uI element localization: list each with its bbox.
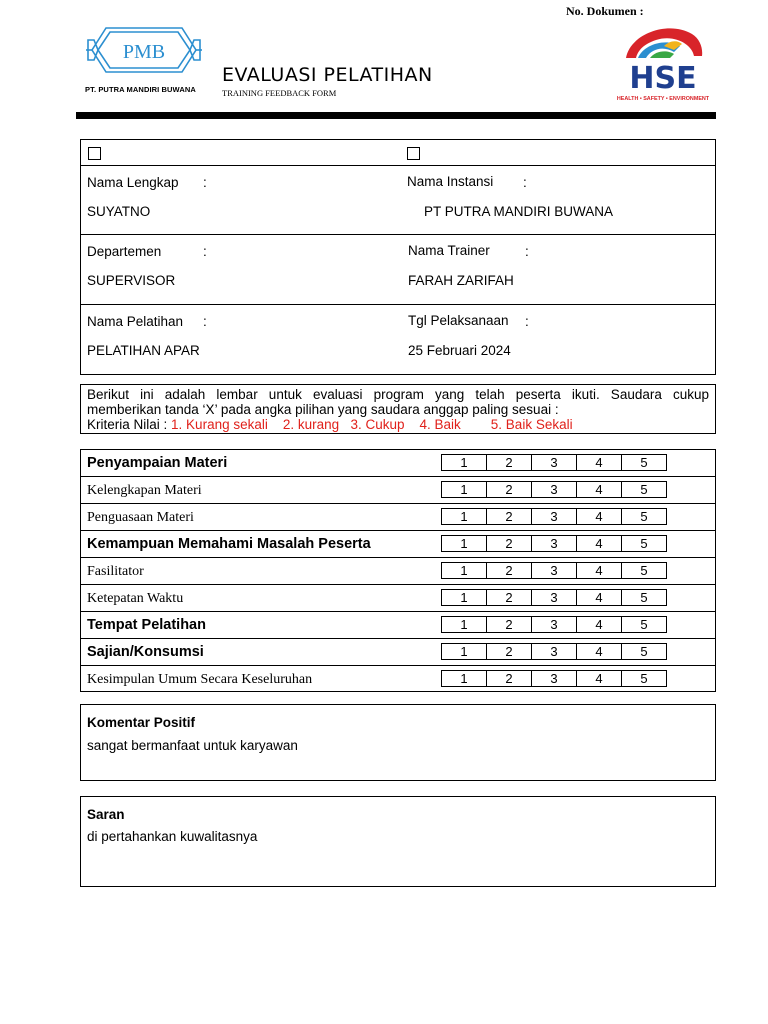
- score-4-option[interactable]: 4: [576, 454, 622, 471]
- score-5-option[interactable]: 5: [621, 562, 667, 579]
- criteria-4: 4. Baik: [419, 417, 461, 432]
- score-2-option[interactable]: 2: [486, 616, 532, 633]
- score-1-option[interactable]: 1: [441, 535, 487, 552]
- nama-pelatihan-label: Nama Pelatihan: [87, 314, 184, 329]
- rating-item-label: Tempat Pelatihan: [87, 617, 206, 633]
- instructions-box: [80, 384, 716, 434]
- tgl-pelaksanaan-value: 25 Februari 2024: [408, 343, 511, 358]
- score-2-option[interactable]: 2: [486, 589, 532, 606]
- departemen-value: SUPERVISOR: [87, 273, 176, 288]
- rating-scale: [441, 481, 667, 498]
- positive-comment-text[interactable]: sangat bermanfaat untuk karyawan: [87, 738, 298, 753]
- criteria-2: 2. kurang: [282, 417, 340, 432]
- rating-row: [81, 666, 715, 693]
- nama-lengkap-label: Nama Lengkap: [87, 175, 179, 190]
- score-5-option[interactable]: 5: [621, 670, 667, 687]
- criteria-label: Kriteria Nilai :: [87, 417, 168, 432]
- score-5-option[interactable]: 5: [621, 589, 667, 606]
- rating-scale: [441, 643, 667, 660]
- nama-pelatihan-value: PELATIHAN APAR: [87, 343, 200, 358]
- criteria-3: 3. Cukup: [350, 417, 405, 432]
- score-2-option[interactable]: 2: [486, 481, 532, 498]
- rating-scale: [441, 616, 667, 633]
- score-1-option[interactable]: 1: [441, 670, 487, 687]
- score-2-option[interactable]: 2: [486, 508, 532, 525]
- rating-scale: [441, 589, 667, 606]
- divider: [81, 165, 715, 166]
- rating-scale: [441, 508, 667, 525]
- tgl-pelaksanaan-label: Tgl Pelaksanaan: [408, 313, 509, 328]
- instructions-line-1: Berikut ini adalah lembar untuk evaluasi program yang telah peserta ikuti. Saudara cukup: [87, 387, 709, 402]
- score-5-option[interactable]: 5: [621, 508, 667, 525]
- score-5-option[interactable]: 5: [621, 454, 667, 471]
- colon: :: [525, 314, 529, 329]
- score-3-option[interactable]: 3: [531, 616, 577, 633]
- score-1-option[interactable]: 1: [441, 562, 487, 579]
- criteria-1: 1. Kurang sekali: [171, 417, 268, 432]
- nama-lengkap-value: SUYATNO: [87, 204, 151, 219]
- rating-row: [81, 531, 715, 558]
- colon: :: [523, 175, 527, 190]
- score-4-option[interactable]: 4: [576, 562, 622, 579]
- score-5-option[interactable]: 5: [621, 481, 667, 498]
- score-4-option[interactable]: 4: [576, 670, 622, 687]
- colon: :: [203, 244, 207, 259]
- score-4-option[interactable]: 4: [576, 589, 622, 606]
- checkbox-right[interactable]: [407, 147, 420, 160]
- document-number-label: No. Dokumen :: [566, 4, 644, 18]
- score-1-option[interactable]: 1: [441, 508, 487, 525]
- score-3-option[interactable]: 3: [531, 643, 577, 660]
- nama-instansi-label: Nama Instansi: [407, 174, 494, 189]
- score-3-option[interactable]: 3: [531, 481, 577, 498]
- score-3-option[interactable]: 3: [531, 589, 577, 606]
- nama-trainer-value: FARAH ZARIFAH: [408, 273, 514, 288]
- hse-logo: [608, 22, 718, 102]
- score-5-option[interactable]: 5: [621, 616, 667, 633]
- score-2-option[interactable]: 2: [486, 454, 532, 471]
- colon: :: [203, 314, 207, 329]
- rating-row: [81, 612, 715, 639]
- checkbox-left[interactable]: [88, 147, 101, 160]
- rating-item-label: Ketepatan Waktu: [87, 591, 184, 606]
- criteria-5: 5. Baik Sekali: [490, 417, 573, 432]
- rating-row: [81, 639, 715, 666]
- rating-item-label: Kelengkapan Materi: [87, 483, 202, 498]
- form-subtitle: TRAINING FEEDBACK FORM: [222, 88, 337, 98]
- suggestion-box: [80, 796, 716, 887]
- departemen-label: Departemen: [87, 244, 162, 259]
- participant-info-box: [80, 139, 716, 375]
- colon: :: [203, 175, 207, 190]
- score-2-option[interactable]: 2: [486, 535, 532, 552]
- divider: [81, 234, 715, 235]
- score-1-option[interactable]: 1: [441, 643, 487, 660]
- score-1-option[interactable]: 1: [441, 589, 487, 606]
- instructions-line-2: memberikan tanda ‘X’ pada angka pilihan yang saudara anggap paling sesuai :: [87, 402, 559, 417]
- rating-row: [81, 477, 715, 504]
- pmb-logo-text: PMB: [122, 41, 166, 63]
- score-4-option[interactable]: 4: [576, 508, 622, 525]
- rating-row: [81, 450, 715, 477]
- score-1-option[interactable]: 1: [441, 616, 487, 633]
- score-1-option[interactable]: 1: [441, 481, 487, 498]
- score-4-option[interactable]: 4: [576, 481, 622, 498]
- rating-scale: [441, 562, 667, 579]
- score-3-option[interactable]: 3: [531, 508, 577, 525]
- score-3-option[interactable]: 3: [531, 562, 577, 579]
- rating-item-label: Penguasaan Materi: [87, 510, 194, 525]
- score-4-option[interactable]: 4: [576, 643, 622, 660]
- score-2-option[interactable]: 2: [486, 670, 532, 687]
- colon: :: [525, 244, 529, 259]
- form-title: EVALUASI PELATIHAN: [222, 64, 433, 86]
- score-2-option[interactable]: 2: [486, 643, 532, 660]
- score-5-option[interactable]: 5: [621, 535, 667, 552]
- positive-comment-title: Komentar Positif: [87, 715, 196, 730]
- company-name: PT. PUTRA MANDIRI BUWANA: [85, 85, 196, 94]
- score-4-option[interactable]: 4: [576, 535, 622, 552]
- hse-logo-text: HSE: [629, 61, 697, 96]
- nama-trainer-label: Nama Trainer: [408, 243, 490, 258]
- rating-item-label: Penyampaian Materi: [87, 455, 228, 471]
- rating-scale: [441, 535, 667, 552]
- rating-item-label: Sajian/Konsumsi: [87, 644, 204, 660]
- score-5-option[interactable]: 5: [621, 643, 667, 660]
- rating-item-label: Fasilitator: [87, 564, 144, 579]
- criteria-line: [87, 417, 709, 432]
- rating-scale: [441, 454, 667, 471]
- divider: [81, 304, 715, 305]
- score-1-option[interactable]: 1: [441, 454, 487, 471]
- rating-row: [81, 585, 715, 612]
- rating-scale: [441, 670, 667, 687]
- nama-instansi-value: PT PUTRA MANDIRI BUWANA: [424, 204, 614, 219]
- suggestion-title: Saran: [87, 807, 125, 822]
- positive-comment-box: [80, 704, 716, 781]
- suggestion-text[interactable]: di pertahankan kuwalitasnya: [87, 829, 258, 844]
- score-4-option[interactable]: 4: [576, 616, 622, 633]
- score-3-option[interactable]: 3: [531, 670, 577, 687]
- score-2-option[interactable]: 2: [486, 562, 532, 579]
- score-3-option[interactable]: 3: [531, 454, 577, 471]
- hse-tagline: HEALTH • SAFETY • ENVIRONMENT: [616, 96, 710, 102]
- header-divider: [76, 112, 716, 119]
- rating-table: [80, 449, 716, 692]
- rating-item-label: Kemampuan Memahami Masalah Peserta: [87, 536, 371, 552]
- rating-row: [81, 504, 715, 531]
- score-3-option[interactable]: 3: [531, 535, 577, 552]
- rating-item-label: Kesimpulan Umum Secara Keseluruhan: [87, 672, 313, 687]
- rating-row: [81, 558, 715, 585]
